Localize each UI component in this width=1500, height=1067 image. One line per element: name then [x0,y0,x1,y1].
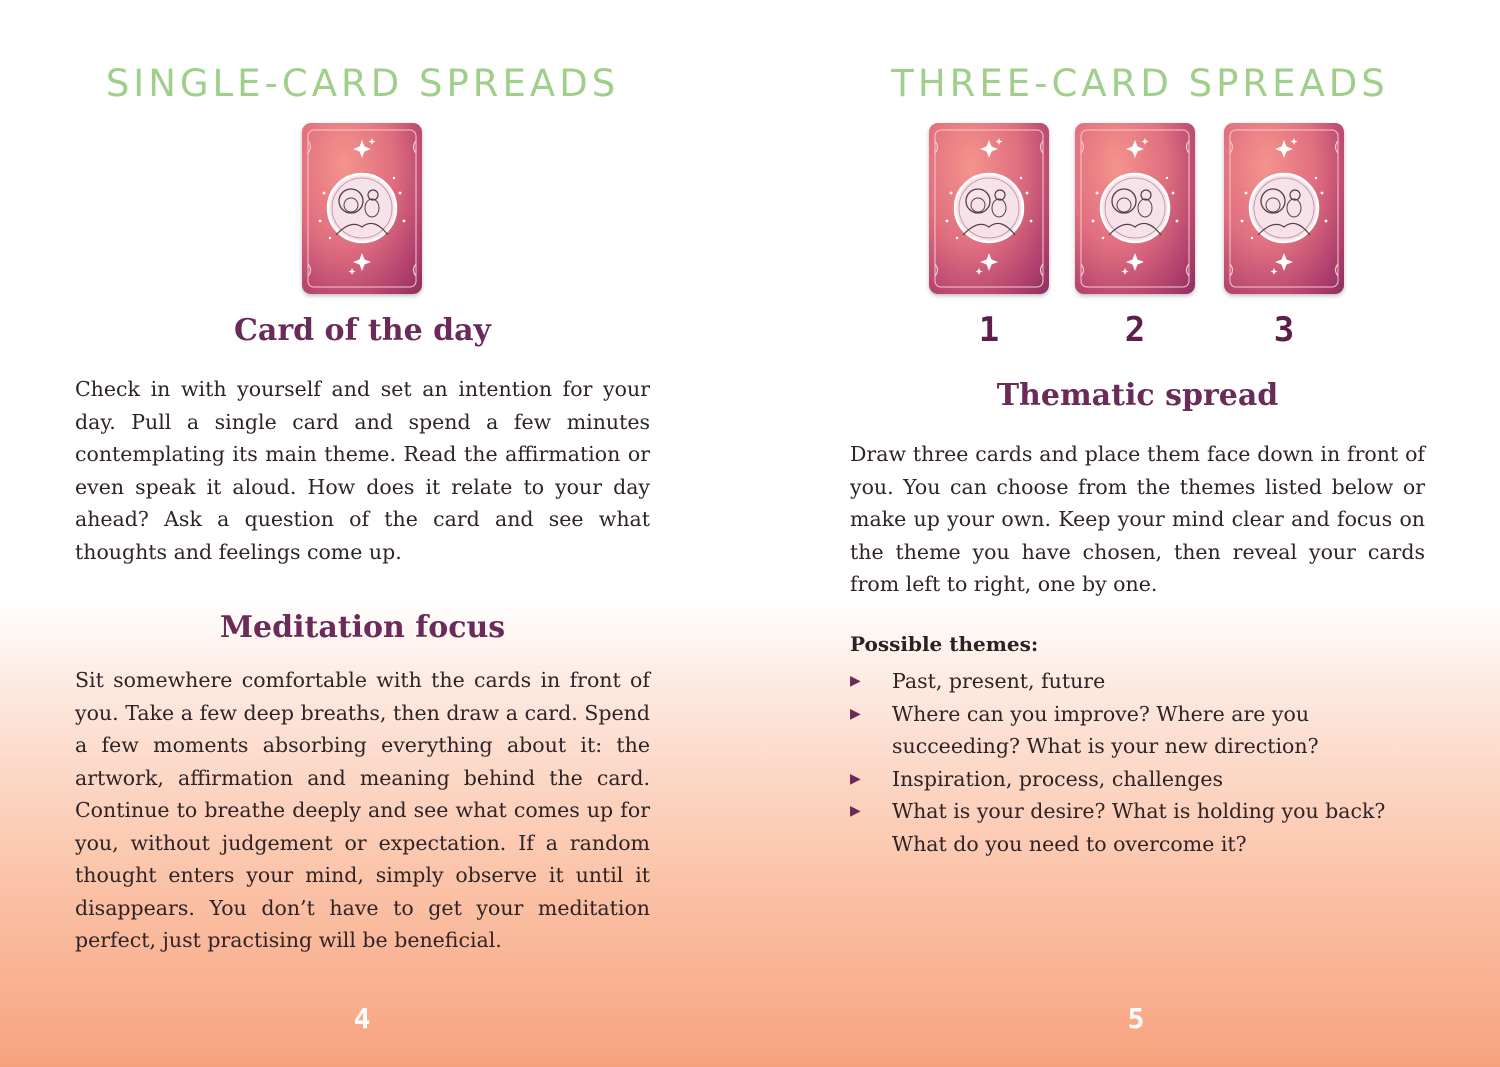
card-art-icon [302,123,422,294]
theme-text: Where can you improve? Where are you succeeding? What is your new direction? [892,701,1319,758]
section-title-card-of-the-day: Card of the day [234,313,491,348]
card-number-1: 1 [978,310,1000,350]
triangle-right-icon: ▶ [850,770,861,787]
page-heading: THREE-CARD SPREADS [891,62,1389,105]
triangle-right-icon: ▶ [850,705,861,722]
page-number: 4 [353,1002,371,1035]
tarot-card-2 [1075,123,1195,294]
card-art-icon [1224,123,1344,294]
page-number: 5 [1127,1002,1145,1035]
theme-text: Past, present, future [892,669,1106,693]
theme-list [850,665,1430,860]
theme-item [850,763,1430,796]
section-body-thematic-spread: Draw three cards and place them face down in front of you. You can choose from the themes listed below or make up your own. Keep your mind clear and focus on the theme you have chosen, then reveal your cards from left to right, one by one. [850,442,1425,596]
tarot-card-1 [929,123,1049,294]
card-art-icon [929,123,1049,294]
tarot-card [302,123,422,294]
section-title-thematic-spread: Thematic spread [996,378,1279,413]
section-title-meditation-focus: Meditation focus [219,610,506,645]
card-number-3: 3 [1273,310,1295,350]
card-art-icon [1075,123,1195,294]
triangle-right-icon: ▶ [850,673,861,689]
tarot-card-3 [1224,123,1344,294]
theme-text: Inspiration, process, challenges [892,766,1223,791]
triangle-right-icon: ▶ [850,803,861,819]
theme-item [850,795,1430,860]
theme-text: What is your desire? What is holding you back? What do you need to overcome it? [892,799,1386,856]
section-body-meditation-focus: Sit somewhere comfortable with the cards in front of you. Take a few deep breaths, then draw a card. Spend a few moments absorbing everything about it: the artwork, affirmation and meaning behind the card. Continue to breathe deeply and see what comes up for you, without judgement or expectation. If a random thought enters your mind, simply observe it until it disappears. You don’t have to get your meditation perfect, just practising will be beneficial. [75,668,650,952]
theme-item [850,665,1430,698]
card-number-2: 2 [1124,310,1146,350]
themes-label: Possible themes: [850,632,1039,656]
theme-item [850,698,1430,763]
section-body-card-of-the-day: Check in with yourself and set an intention for your day. Pull a single card and spend a few minutes contemplating its main theme. Read the affirmation or even speak it aloud. How does it relate to your day ahead? Ask a question of the card and see what thoughts and feelings come up. [75,377,650,564]
page-heading: SINGLE-CARD SPREADS [105,62,620,105]
right-page [750,0,1500,1067]
